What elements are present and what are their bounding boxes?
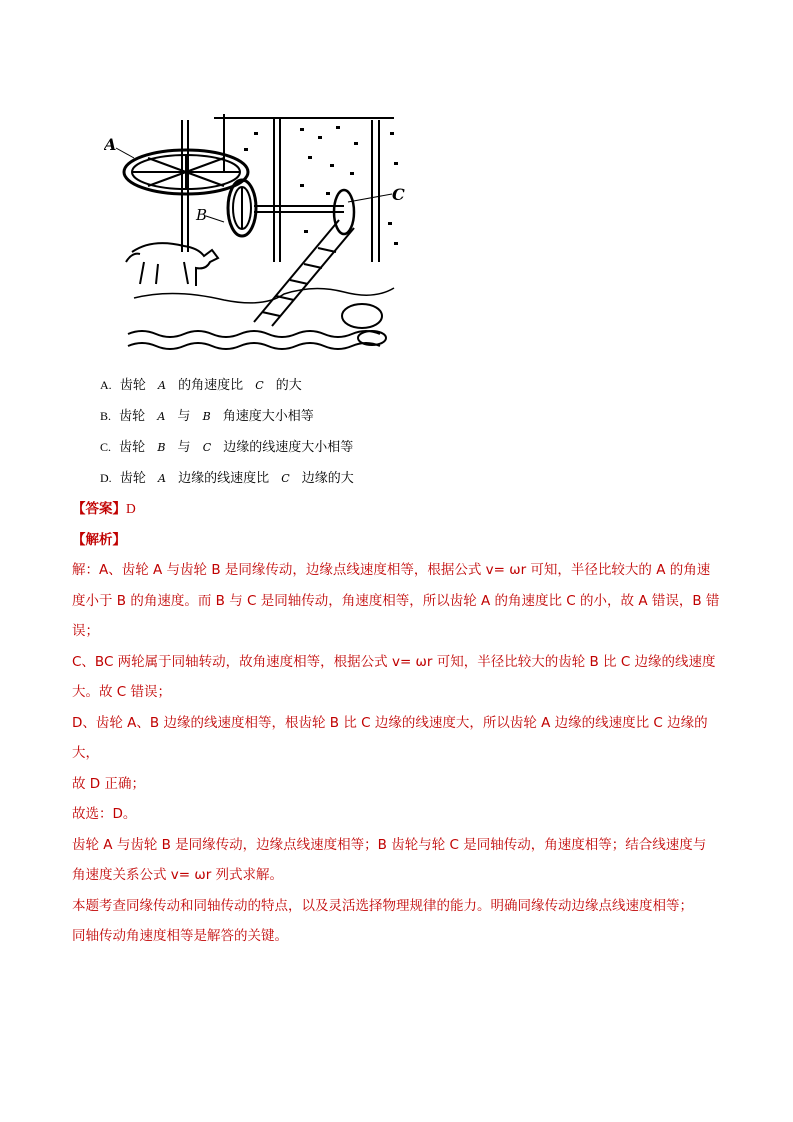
- label-b: B: [196, 206, 208, 224]
- explanation-line: 解：A、齿轮 A 与齿轮 B 是同缘传动，边缘点线速度相等，根据公式 v= ωr 可知，半径比较大的 A 的角速: [72, 562, 711, 578]
- options-list: [100, 370, 354, 494]
- option-a: A. 齿轮 A 的角速度比 C 的大: [100, 378, 302, 393]
- explanation-line: 故 D 正确；: [72, 775, 145, 792]
- gear-illustration: [104, 112, 416, 358]
- explanation-line: 角速度关系公式 v= ωr 列式求解。: [72, 867, 284, 883]
- label-c: C: [392, 185, 405, 204]
- explanation-line: D、齿轮 A、B 边缘的线速度相等，根齿轮 B 比 C 边缘的线速度大，所以齿轮 A 边缘的线速度比 C 边缘的大，: [72, 714, 708, 761]
- analysis-label: 【解析】: [72, 532, 126, 548]
- option-d: D. 齿轮 A 边缘的线速度比 C 边缘的大: [100, 471, 354, 486]
- explanation-line: 本题考查同缘传动和同轴传动的特点，以及灵活选择物理规律的能力。明确同缘传动边缘点线速度相等；: [72, 897, 693, 914]
- explanation-line: 齿轮 A 与齿轮 B 是同缘传动，边缘点线速度相等；B 齿轮与轮 C 是同轴传动，角速度相等；结合线速度与: [72, 836, 707, 853]
- explanation-line: 大。故 C 错误；: [72, 684, 172, 700]
- explanation-line: 同轴传动角速度相等是解答的关键。: [72, 928, 288, 944]
- label-a: A: [104, 135, 117, 154]
- option-c: C. 齿轮 B 与 C 边缘的线速度大小相等: [100, 440, 354, 455]
- explanation: [72, 555, 726, 952]
- explanation-line: C、BC 两轮属于同轴转动，故角速度相等，根据公式 v= ωr 可知，半径比较大的齿轮 B 比 C 边缘的线速度: [72, 653, 716, 670]
- explanation-line: 误；: [72, 623, 99, 639]
- explanation-line: 度小于 B 的角速度。而 B 与 C 是同轴传动，角速度相等，所以齿轮 A 的角速度比 C 的小，故 A 错误，B 错: [72, 592, 720, 609]
- answer-label: 【答案】: [72, 501, 126, 517]
- option-b: B. 齿轮 A 与 B 角速度大小相等: [100, 409, 314, 424]
- explanation-line: 故选：D。: [72, 806, 137, 822]
- answer-value: D: [126, 501, 136, 516]
- answer-line: [72, 497, 136, 517]
